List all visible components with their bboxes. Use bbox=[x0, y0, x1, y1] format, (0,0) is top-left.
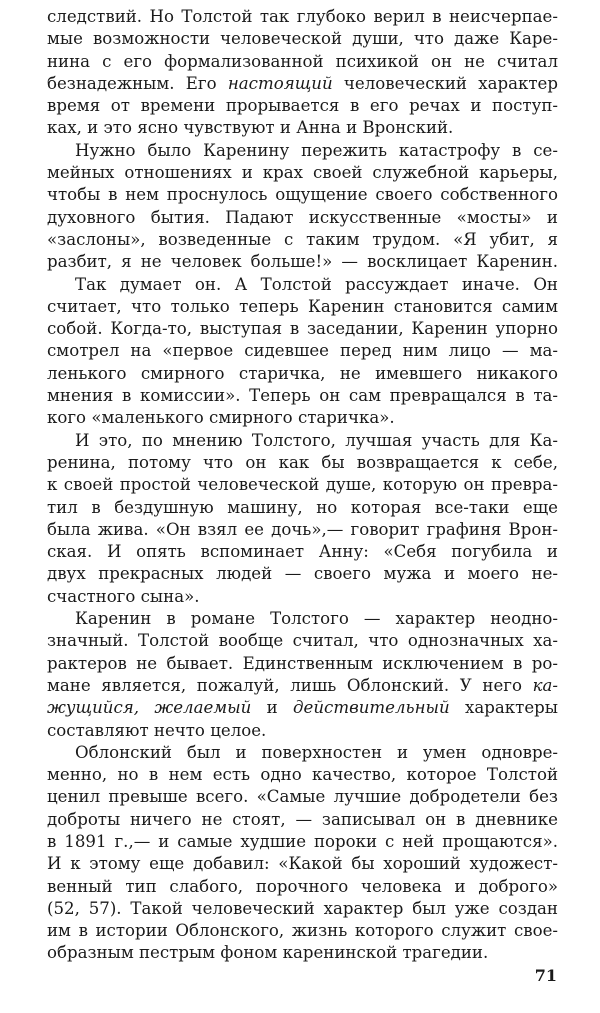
text-line bbox=[47, 720, 558, 742]
text-segment: менно, но в нем есть одно качество, которое Толстой bbox=[47, 765, 558, 785]
text-line bbox=[47, 6, 558, 28]
text-line bbox=[47, 51, 558, 73]
text-line bbox=[47, 742, 558, 764]
text-segment: мые возможности человеческой души, что даже Каре- bbox=[47, 29, 558, 49]
text-segment: Нужно было Каренину пережить катастрофу в се- bbox=[75, 140, 558, 160]
text-line bbox=[47, 876, 558, 898]
text-segment: им в истории Облонского, жизнь которого служит свое- bbox=[47, 921, 558, 941]
text-segment: в 1891 г.,— и самые худшие пороки с ней прощаются». bbox=[47, 831, 558, 851]
text-line bbox=[47, 207, 558, 229]
text-line bbox=[47, 184, 558, 206]
text-segment: кого «маленького смирного старичка». bbox=[47, 408, 395, 428]
text-segment: собой. Когда-то, выступая в заседании, Каренин упорно bbox=[47, 319, 558, 339]
text-segment: ренина, потому что он как бы возвращается к себе, bbox=[47, 452, 558, 472]
text-segment: образным пестрым фоном каренинской трагедии. bbox=[47, 943, 489, 963]
text-line bbox=[47, 563, 558, 585]
text-segment: чтобы в нем проснулось ощущение своего собственного bbox=[47, 185, 558, 205]
text-segment: Облонский был и поверхностен и умен одновре- bbox=[75, 742, 558, 762]
text-line bbox=[47, 28, 558, 50]
italic-text: жущийся, bbox=[47, 698, 140, 718]
text-line bbox=[47, 608, 558, 630]
text-segment: человеческий характер bbox=[332, 73, 558, 93]
text-line bbox=[47, 497, 558, 519]
text-segment: духовного бытия. Падают искусственные «мосты» и bbox=[47, 207, 558, 227]
text-line bbox=[47, 831, 558, 853]
paragraph bbox=[47, 274, 558, 430]
text-segment: нина с его формализованной психикой он не считал bbox=[47, 51, 558, 71]
text-line bbox=[47, 251, 558, 273]
text-segment: следствий. Но Толстой так глубоко верил в неисчерпае- bbox=[47, 7, 558, 26]
text-segment: (52, 57). Такой человеческий характер был уже создан bbox=[47, 898, 558, 918]
text-segment: рактеров не бывает. Единственным исключением в ро- bbox=[47, 653, 558, 673]
text-segment: время от времени прорывается в его речах и поступ- bbox=[47, 96, 558, 116]
text-segment: счастного сына». bbox=[47, 586, 200, 606]
text-segment: И к этому еще добавил: «Какой бы хороший художест- bbox=[47, 854, 558, 874]
text-line bbox=[47, 385, 558, 407]
text-segment: считает, что только теперь Каренин становится самим bbox=[47, 296, 558, 316]
text-segment: составляют нечто целое. bbox=[47, 720, 267, 740]
text-line bbox=[47, 296, 558, 318]
text-line bbox=[47, 697, 558, 719]
text-segment: двух прекрасных людей — своего мужа и моего не- bbox=[47, 564, 558, 584]
text-line bbox=[47, 363, 558, 385]
text-line bbox=[47, 318, 558, 340]
text-segment: И это, по мнению Толстого, лучшая участь для Ка- bbox=[75, 430, 558, 450]
paragraph bbox=[47, 6, 558, 140]
text-line bbox=[47, 586, 558, 608]
text-segment: ская. И опять вспоминает Анну: «Себя погубила и bbox=[47, 542, 558, 562]
paragraph bbox=[47, 608, 558, 742]
paragraph bbox=[47, 430, 558, 608]
text-segment: ленького смирного старичка, не имевшего никакого bbox=[47, 363, 558, 383]
text-segment: разбит, я не человек больше!» — восклицает Каренин. bbox=[47, 252, 558, 272]
text-line bbox=[47, 340, 558, 362]
paragraph bbox=[47, 140, 558, 274]
text-line bbox=[47, 452, 558, 474]
text-line bbox=[47, 117, 558, 139]
text-line bbox=[47, 809, 558, 831]
text-segment: характеры bbox=[449, 698, 558, 718]
text-line bbox=[47, 162, 558, 184]
text-line bbox=[47, 229, 558, 251]
text-line bbox=[47, 140, 558, 162]
text-segment: к своей простой человеческой душе, которую он превра- bbox=[47, 475, 558, 495]
text-segment: ценил превыше всего. «Самые лучшие добродетели без bbox=[47, 787, 558, 807]
paragraph bbox=[47, 742, 558, 965]
text-line bbox=[47, 474, 558, 496]
text-line bbox=[47, 786, 558, 808]
text-segment: безнадежным. Его bbox=[47, 73, 228, 93]
text-line bbox=[47, 920, 558, 942]
text-segment: «заслоны», возведенные с таким трудом. «Я убит, я bbox=[47, 229, 558, 249]
book-page-text bbox=[47, 6, 558, 965]
text-line bbox=[47, 675, 558, 697]
text-segment: мейных отношениях и крах своей служебной карьеры, bbox=[47, 163, 558, 183]
italic-text: действительный bbox=[293, 698, 450, 718]
text-line bbox=[47, 541, 558, 563]
italic-text: желаемый bbox=[154, 698, 252, 718]
text-line bbox=[47, 630, 558, 652]
text-segment: мнения в комиссии». Теперь он сам превращался в та- bbox=[47, 386, 558, 406]
text-line bbox=[47, 519, 558, 541]
text-line bbox=[47, 430, 558, 452]
text-segment: значный. Толстой вообще считал, что однозначных ха- bbox=[47, 631, 558, 651]
text-segment: смотрел на «первое сидевшее перед ним лицо — ма- bbox=[47, 341, 558, 361]
text-segment: Так думает он. А Толстой рассуждает иначе. Он bbox=[75, 274, 558, 294]
text-line bbox=[47, 73, 558, 95]
text-segment: Каренин в романе Толстого — характер неодно- bbox=[75, 609, 558, 629]
text-segment: венный тип слабого, порочного человека и доброго» bbox=[47, 876, 558, 896]
text-segment bbox=[139, 698, 154, 717]
text-segment: была жива. «Он взял ее дочь»,— говорит графиня Врон- bbox=[47, 519, 558, 539]
text-line bbox=[47, 407, 558, 429]
text-segment: ках, и это ясно чувствуют и Анна и Вронский. bbox=[47, 118, 454, 138]
text-line bbox=[47, 653, 558, 675]
text-line bbox=[47, 898, 558, 920]
text-segment: и bbox=[251, 698, 294, 718]
text-line bbox=[47, 764, 558, 786]
text-segment: доброты ничего не стоят, — записывал он в дневнике bbox=[47, 809, 558, 829]
italic-text: ка- bbox=[532, 675, 558, 695]
text-line bbox=[47, 853, 558, 875]
text-line bbox=[47, 95, 558, 117]
text-segment: тил в бездушную машину, но которая все-таки еще bbox=[47, 497, 558, 517]
page-number: 71 bbox=[534, 966, 557, 985]
text-line bbox=[47, 942, 558, 964]
text-segment: мане является, пожалуй, лишь Облонский. У него bbox=[47, 675, 533, 695]
text-line bbox=[47, 274, 558, 296]
italic-text: настоящий bbox=[227, 73, 333, 93]
